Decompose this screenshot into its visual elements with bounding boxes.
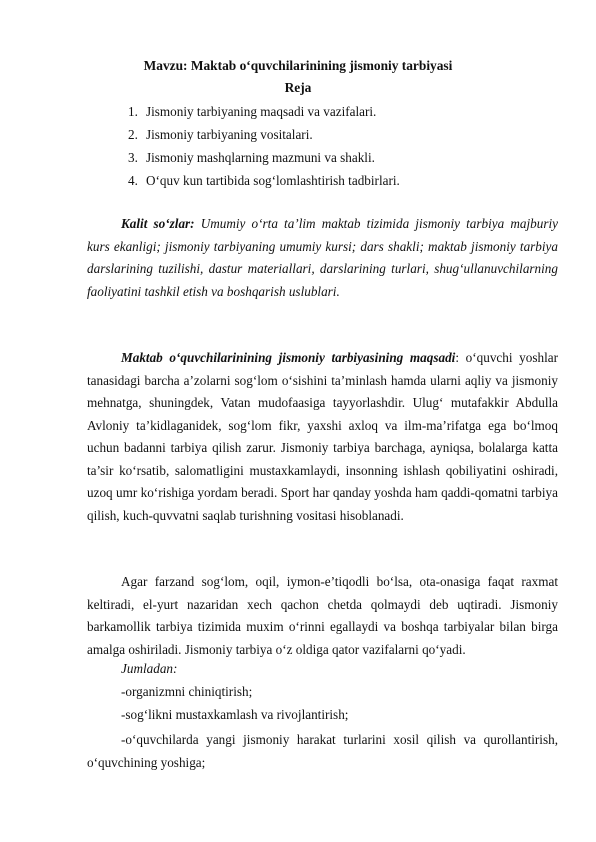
- document-title: Mavzu: Maktab o‘quvchilarinining jismoniy tarbiyasi: [143, 58, 453, 73]
- plan-item-text: O‘quv kun tartibida sog‘lomlashtirish tadbirlari.: [146, 173, 400, 188]
- goal-paragraph: [87, 347, 558, 527]
- plan-item-text: Jismoniy tarbiyaning maqsadi va vazifalari.: [146, 104, 377, 119]
- keywords-text: Umumiy o‘rta ta’lim maktab tizimida jismoniy tarbiya majburiy kurs ekanligi; jismoniy tarbiyaning umumiy kursi; dars shakli; maktab jismoniy tarbiya darslarining tuzilishi, dastur materiallari, darslarining turlari, shug‘ullanuvchilarning faoliyatini tashkil etish va boshqarish uslublari.: [87, 216, 558, 299]
- last-list-item: [87, 729, 558, 774]
- plan-heading: Reja: [284, 80, 312, 95]
- keywords-label: Kalit so‘zlar:: [121, 216, 195, 231]
- plan-item-number: 3.: [128, 150, 138, 165]
- plan-item-number: 1.: [128, 104, 138, 119]
- paragraph-2-text: Agar farzand sog‘lom, oqil, iymon-e’tiqodli bo‘lsa, ota-onasiga faqat raxmat keltiradi, el-yurt nazaridan xech qachon chetda qolmaydi deb uqtiradi. Jismoniy barkamollik tarbiya tizimida muxim o‘rinni egallaydi va boshqa tarbiyalar bilan birga amalga oshiriladi. Jismoniy tarbiya o‘z oldiga qator vazifalarni qo‘yadi.: [87, 574, 558, 657]
- plan-item-number: 4.: [128, 173, 138, 188]
- goal-label: Maktab o‘quvchilarinining jismoniy tarbiyasining maqsadi: [121, 350, 456, 365]
- plan-item-1: [128, 104, 376, 120]
- keywords-paragraph: [87, 213, 558, 303]
- goal-text: : o‘quvchi yoshlar tanasidagi barcha a’zolarni sog‘lom o‘sishini ta’minlash hamda ularni aqliy va jismoniy mehnatga, shuningdek, Vatan mudofaasiga tayyorlashdir. Ulug‘ mutafakkir Abdulla Avloniy ta’kidlaganidek, sog‘lom fikr, yaxshi axloq va ilm-ma’rifatga ega bo‘lmoq uchun badanni tarbiya qilish zarur. Jismoniy tarbiya barchaga, ayniqsa, bolalarga katta ta’sir ko‘rsatib, salomatligini mustaxkamlaydi, insonning ishlash qobiliyatini oshiradi, uzoq umr ko‘rishiga yordam beradi. Sport har qanday yoshda ham qaddi-qomatni tarbiya qilish, kuch-quvvatni saqlab turishning vositasi hisoblanadi.: [87, 350, 558, 523]
- plan-item-4: [128, 173, 400, 189]
- paragraph-2: [87, 571, 558, 661]
- list-item: -sog‘likni mustaxkamlash va rivojlantirish;: [121, 707, 349, 722]
- plan-item-text: Jismoniy mashqlarning mazmuni va shakli.: [146, 150, 375, 165]
- plan-item-text: Jismoniy tarbiyaning vositalari.: [146, 127, 313, 142]
- jumladan-label: Jumladan:: [121, 661, 178, 676]
- plan-item-2: [128, 127, 313, 143]
- plan-item-3: [128, 150, 375, 166]
- last-list-item-text: -o‘quvchilarda yangi jismoniy harakat turlarini xosil qilish va qurollantirish, o‘quvchining yoshiga;: [87, 732, 558, 770]
- list-item: -organizmni chiniqtirish;: [121, 684, 253, 699]
- plan-item-number: 2.: [128, 127, 138, 142]
